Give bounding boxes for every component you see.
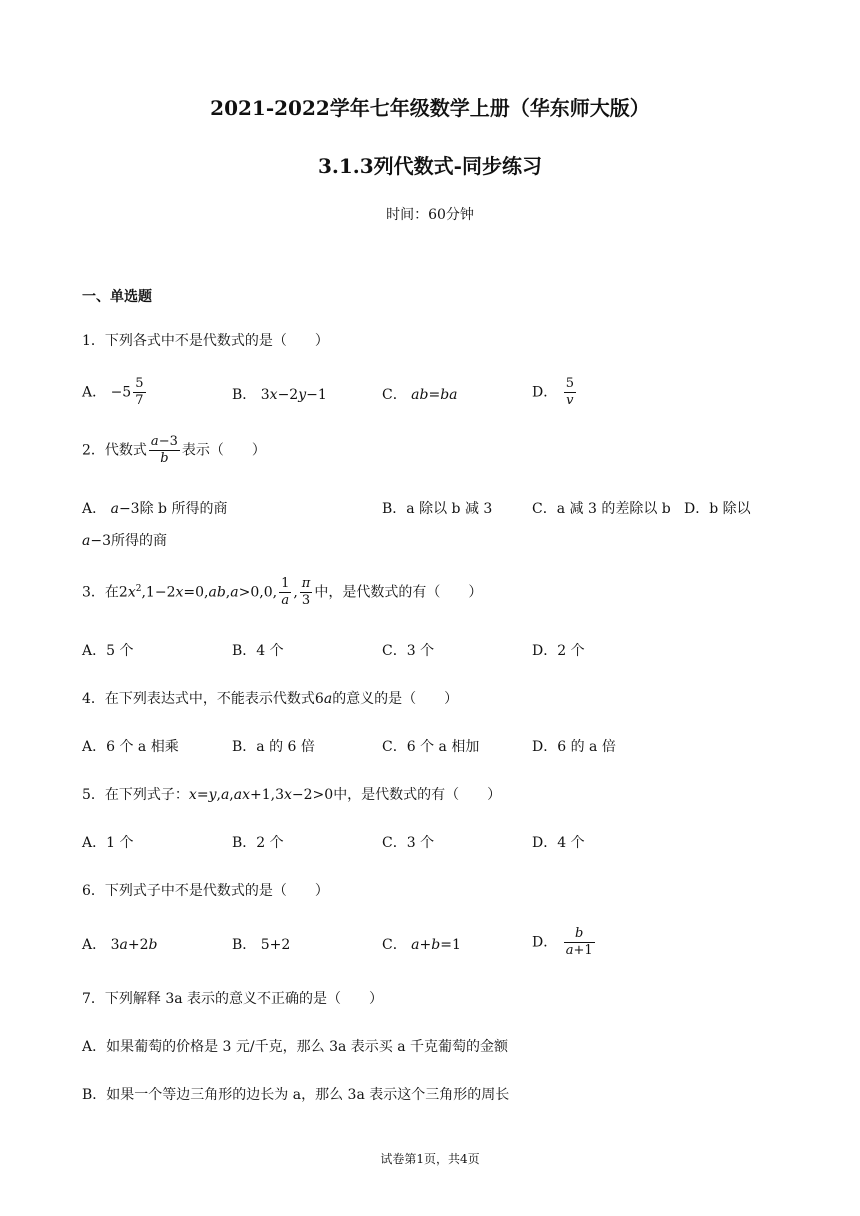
q5-option-b: B．2 个	[232, 835, 284, 851]
q7-option-a: A．如果葡萄的价格是 3 元/千克，那么 3a 表示买 a 千克葡萄的金额	[82, 1039, 509, 1055]
question-2-stem: 2．代数式 $\frac{a-3}{b}$ 表示（ ）	[82, 434, 266, 466]
q2-option-d: D．b 除以	[684, 501, 751, 517]
q2-option-c: C．a 减 3 的差除以 b	[532, 501, 671, 517]
q3-option-b: B．4 个	[232, 643, 284, 659]
q1-option-a: A． −5 $\frac{5}{7}$	[82, 376, 144, 408]
q6-option-a: A． 3a+2b	[82, 937, 158, 953]
q2-option-d-continued: a−3所得的商	[82, 533, 167, 549]
q3-option-d: D．2 个	[532, 643, 585, 659]
q5-option-d: D．4 个	[532, 835, 585, 851]
question-1-stem: 1．下列各式中不是代数式的是（ ）	[82, 333, 329, 349]
page-footer: 试卷第1页，共4页	[380, 1152, 480, 1166]
document-title: 2021-2022学年七年级数学上册（华东师大版）	[210, 96, 650, 120]
q2-option-b: B．a 除以 b 减 3	[382, 501, 493, 517]
question-7-stem: 7．下列解释 3a 表示的意义不正确的是（ ）	[82, 991, 384, 1007]
q1-option-b: B． 3x−2y−1	[232, 387, 327, 403]
q3-option-a: A．5 个	[82, 643, 134, 659]
q4-option-c: C．6 个 a 相加	[382, 739, 480, 755]
q4-option-a: A．6 个 a 相乘	[82, 739, 179, 755]
question-6-stem: 6．下列式子中不是代数式的是（ ）	[82, 883, 329, 899]
section-heading: 一、单选题	[82, 289, 152, 305]
q6-option-b: B． 5+2	[232, 937, 291, 953]
question-4-stem: 4．在下列表达式中，不能表示代数式6a的意义的是（ ）	[82, 691, 459, 707]
document-subtitle: 3.1.3列代数式-同步练习	[318, 154, 542, 178]
q5-option-a: A．1 个	[82, 835, 134, 851]
q2-option-a: A． a−3除 b 所得的商	[82, 501, 228, 517]
time-limit: 时间：60分钟	[386, 207, 474, 223]
q6-option-d: D． $\frac{b}{a+1}$	[532, 926, 593, 958]
q7-option-b: B．如果一个等边三角形的边长为 a，那么 3a 表示这个三角形的周长	[82, 1087, 510, 1103]
q6-option-c: C． a+b=1	[382, 937, 461, 953]
q3-option-c: C．3 个	[382, 643, 435, 659]
question-5-stem: 5．在下列式子：x=y,a,ax+1,3x−2>0中，是代数式的有（ ）	[82, 787, 502, 803]
q4-option-b: B．a 的 6 倍	[232, 739, 315, 755]
question-3-stem: 3．在$2x^2,1-2x=0,ab,a>0,0$, $\frac{1}{a}$ , $\frac{\pi}{3}$ 中，是代数式的有（ ）	[82, 576, 483, 608]
q1-option-c: C． ab=ba	[382, 387, 458, 403]
q1-option-d: D． $\frac{5}{v}$	[532, 376, 574, 408]
q4-option-d: D．6 的 a 倍	[532, 739, 616, 755]
q5-option-c: C．3 个	[382, 835, 435, 851]
